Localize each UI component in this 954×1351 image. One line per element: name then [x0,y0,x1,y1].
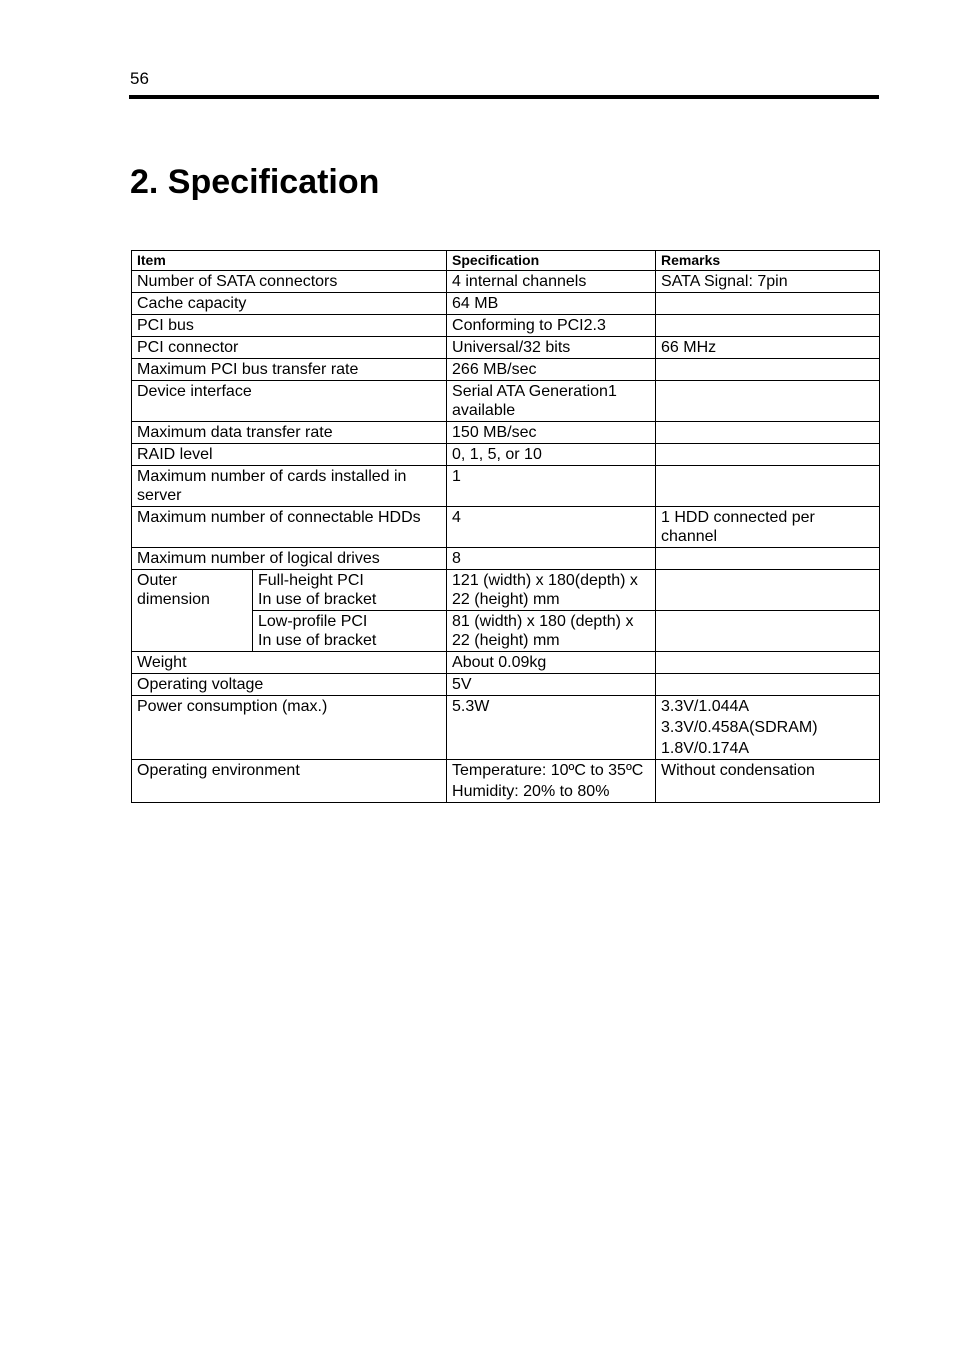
low-profile-label-line-2: In use of bracket [258,632,377,649]
row-item: Number of SATA connectors [132,271,447,293]
outer-dimension-label: Outer dimension [132,570,253,652]
power-remarks [656,696,880,760]
voltage-remarks [656,674,880,696]
low-profile-label [253,611,447,652]
row-spec: Conforming to PCI2.3 [447,315,656,337]
full-height-remarks [656,570,880,611]
row-remarks [656,466,880,507]
table-row [132,293,880,315]
power-remarks-line-2: 3.3V/0.458A(SDRAM) [661,719,818,736]
environment-spec-line-1: Temperature: 10ºC to 35ºC [452,762,644,779]
table-row [132,271,880,293]
row-item: PCI bus [132,315,447,337]
row-remarks [656,422,880,444]
row-item: Maximum data transfer rate [132,422,447,444]
header-item: Item [132,251,447,271]
header-rule [129,95,879,99]
row-spec: 1 [447,466,656,507]
page-number: 56 [130,69,149,88]
row-spec: 64 MB [447,293,656,315]
row-item: Maximum number of cards installed in server [132,466,447,507]
table-row [132,315,880,337]
weight-remarks [656,652,880,674]
table-row-voltage [132,674,880,696]
row-item: RAID level [132,444,447,466]
row-spec: 4 internal channels [447,271,656,293]
row-remarks: 66 MHz [656,337,880,359]
full-height-spec: 121 (width) x 180(depth) x 22 (height) mm [447,570,656,611]
row-remarks [656,548,880,570]
row-item: Maximum PCI bus transfer rate [132,359,447,381]
row-spec: 150 MB/sec [447,422,656,444]
row-item: Maximum number of logical drives [132,548,447,570]
weight-spec: About 0.09kg [447,652,656,674]
row-spec: Serial ATA Generation1 available [447,381,656,422]
low-profile-remarks [656,611,880,652]
table-row-outer-dimension-full-height [132,570,880,611]
row-spec: 0, 1, 5, or 10 [447,444,656,466]
section-title: 2. Specification [130,163,380,201]
table-row-power [132,696,880,760]
power-remarks-line-3: 1.8V/0.174A [661,740,750,757]
header-remarks: Remarks [656,251,880,271]
row-item: Device interface [132,381,447,422]
row-spec: 8 [447,548,656,570]
specification-table [131,250,880,803]
power-item: Power consumption (max.) [132,696,447,760]
low-profile-spec: 81 (width) x 180 (depth) x 22 (height) mm [447,611,656,652]
environment-remarks: Without condensation [656,760,880,803]
row-remarks [656,315,880,337]
table-row [132,466,880,507]
power-remarks-line-1: 3.3V/1.044A [661,698,750,715]
table-row [132,444,880,466]
row-spec: 266 MB/sec [447,359,656,381]
row-remarks: 1 HDD connected per channel [656,507,880,548]
full-height-label-line-2: In use of bracket [258,591,377,608]
table-row [132,337,880,359]
header-specification: Specification [447,251,656,271]
table-header-row [132,251,880,271]
row-item: PCI connector [132,337,447,359]
weight-item: Weight [132,652,447,674]
row-remarks [656,359,880,381]
row-remarks [656,293,880,315]
row-remarks [656,444,880,466]
voltage-item: Operating voltage [132,674,447,696]
power-spec: 5.3W [447,696,656,760]
table-row [132,381,880,422]
environment-spec [447,760,656,803]
environment-spec-line-2: Humidity: 20% to 80% [452,783,610,800]
row-remarks: SATA Signal: 7pin [656,271,880,293]
row-remarks [656,381,880,422]
environment-item: Operating environment [132,760,447,803]
table-row-weight [132,652,880,674]
table-row [132,548,880,570]
table-row [132,507,880,548]
full-height-label-line-1: Full-height PCI [258,572,364,589]
table-row [132,422,880,444]
row-spec: 4 [447,507,656,548]
row-item: Cache capacity [132,293,447,315]
row-spec: Universal/32 bits [447,337,656,359]
full-height-label [253,570,447,611]
table-row [132,359,880,381]
row-item: Maximum number of connectable HDDs [132,507,447,548]
low-profile-label-line-1: Low-profile PCI [258,613,368,630]
table-row-environment [132,760,880,803]
voltage-spec: 5V [447,674,656,696]
